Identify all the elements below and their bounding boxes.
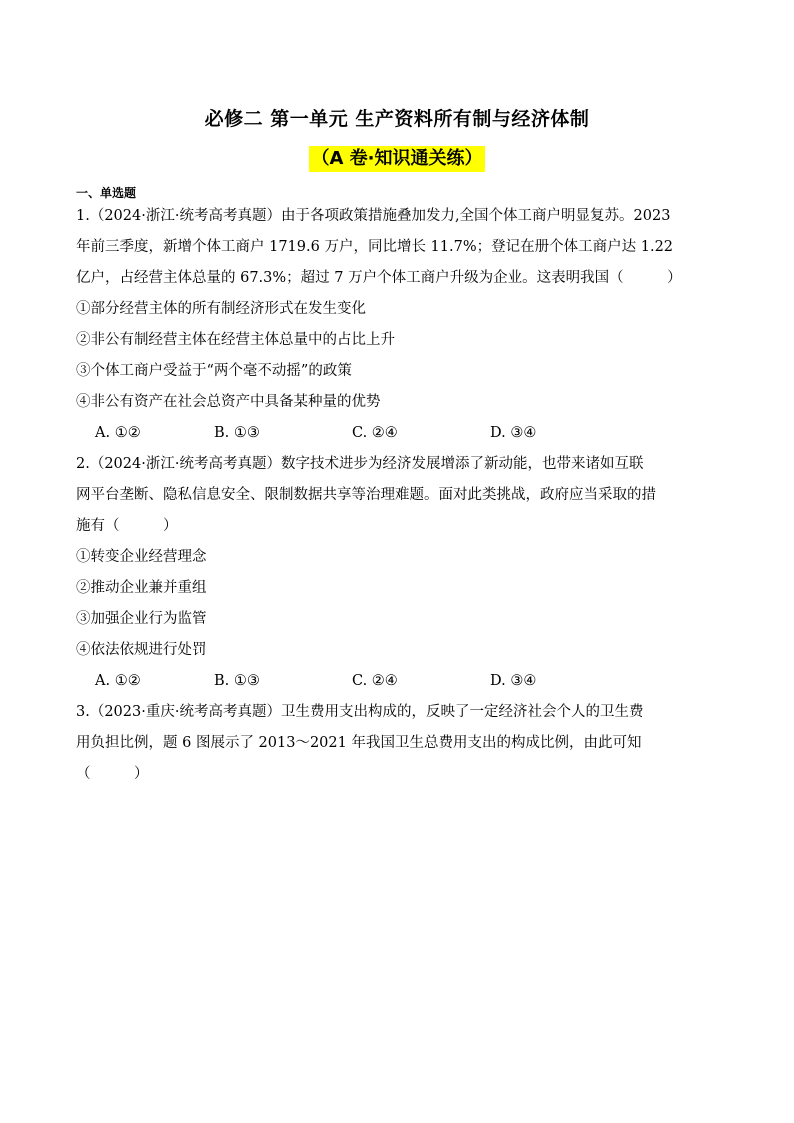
option-b: B. ①③ xyxy=(214,673,260,689)
statement-2: ②推动企业兼并重组 xyxy=(76,580,207,596)
subtitle-container xyxy=(0,146,794,172)
question-3 xyxy=(76,697,720,790)
option-b: B. ①③ xyxy=(214,425,260,441)
question-2-line: 施有（ ） xyxy=(76,518,178,534)
statement-2: ②非公有制经营主体在经营主体总量中的占比上升 xyxy=(76,332,395,348)
question-1 xyxy=(76,201,720,418)
statement-3: ③个体工商户受益于“两个毫不动摇”的政策 xyxy=(76,363,352,379)
statement-4: ④依法依规进行处罚 xyxy=(76,642,207,658)
question-1-line: 亿户，占经营主体总量的 67.3%；超过 7 万户个体工商户升级为企业。这表明我国（ ） xyxy=(76,270,682,286)
question-3-line: 3.（2023·重庆·统考高考真题）卫生费用支出构成的，反映了一定经济社会个人的卫生费 xyxy=(76,704,644,720)
option-d: D. ③④ xyxy=(490,673,537,689)
option-a: A. ①② xyxy=(95,425,141,441)
option-a: A. ①② xyxy=(95,673,141,689)
option-d: D. ③④ xyxy=(490,425,537,441)
question-3-line: （ ） xyxy=(76,766,149,782)
question-1-line: 1.（2024·浙江·统考高考真题）由于各项政策措施叠加发力,全国个体工商户明显复苏。2023 xyxy=(76,208,671,224)
option-c: C. ②④ xyxy=(352,673,398,689)
page-title: 必修二 第一单元 生产资料所有制与经济体制 xyxy=(204,108,590,130)
question-2 xyxy=(76,449,720,666)
statement-3: ③加强企业行为监管 xyxy=(76,611,207,627)
statement-1: ①转变企业经营理念 xyxy=(76,549,207,565)
question-2-line: 网平台垄断、隐私信息安全、限制数据共享等治理难题。面对此类挑战，政府应当采取的措 xyxy=(76,487,656,503)
section-heading: 一、单选题 xyxy=(76,186,137,200)
question-1-line: 年前三季度，新增个体工商户 1719.6 万户，同比增长 11.7%；登记在册个体工商户达 1.22 xyxy=(76,239,674,255)
question-3-line: 用负担比例，题 6 图展示了 2013～2021 年我国卫生总费用支出的构成比例，由此可知 xyxy=(76,735,642,751)
option-c: C. ②④ xyxy=(352,425,398,441)
statement-1: ①部分经营主体的所有制经济形式在发生变化 xyxy=(76,301,366,317)
page-subtitle: （A 卷·知识通关练） xyxy=(309,146,484,172)
statement-4: ④非公有资产在社会总资产中具备某种量的优势 xyxy=(76,394,381,410)
question-2-line: 2.（2024·浙江·统考高考真题）数字技术进步为经济发展增添了新动能，也带来诸如互联 xyxy=(76,456,644,472)
